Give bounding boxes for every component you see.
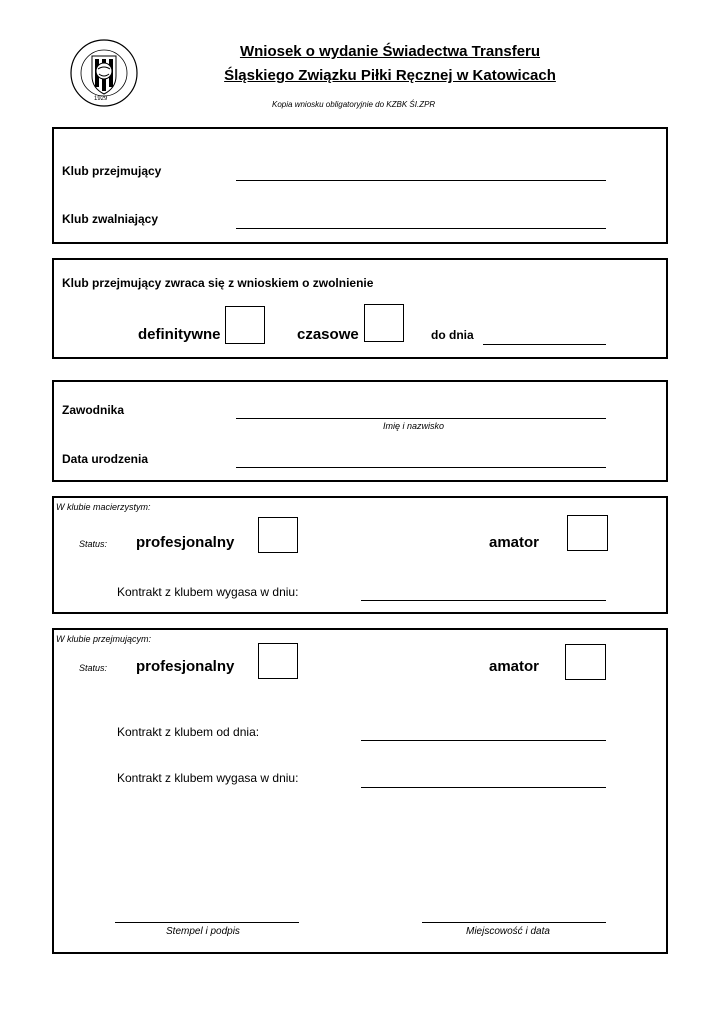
new-professional-label: profesjonalny [136, 658, 235, 675]
releasing-club-label: Klub zwalniający [62, 212, 159, 226]
definitive-checkbox[interactable] [225, 306, 265, 344]
stamp-caption: Stempel i podpis [166, 926, 240, 937]
home-contract-expires-label: Kontrakt z klubem wygasa w dniu: [117, 585, 299, 599]
until-label: do dnia [431, 328, 474, 342]
player-label: Zawodnika [62, 403, 125, 417]
home-club-section [52, 496, 668, 614]
new-amateur-label: amator [489, 658, 540, 675]
until-date-field[interactable] [483, 344, 606, 345]
home-professional-label: profesjonalny [136, 534, 235, 551]
new-contract-from-label: Kontrakt z klubem od dnia: [117, 725, 260, 739]
home-status-label: Status: [79, 539, 108, 549]
birth-date-field[interactable] [236, 467, 606, 468]
temporary-checkbox[interactable] [364, 304, 404, 342]
new-club-section [52, 628, 668, 954]
copy-note: Kopia wniosku obligatoryjnie do KZBK ŚI.ZPR [272, 100, 436, 109]
releasing-club-field[interactable] [236, 228, 606, 229]
form-title-line1: Wniosek o wydanie Świadectwa Transferu [239, 43, 541, 60]
new-club-heading: W klubie przejmującym: [56, 634, 152, 644]
home-professional-checkbox[interactable] [258, 517, 298, 553]
stamp-signature-field[interactable] [115, 922, 299, 923]
home-amateur-checkbox[interactable] [567, 515, 608, 551]
place-date-caption: Miejscowość i data [466, 926, 550, 937]
player-name-field[interactable] [236, 418, 606, 419]
place-date-field[interactable] [422, 922, 606, 923]
new-contract-expires-label: Kontrakt z klubem wygasa w dniu: [117, 771, 299, 785]
new-contract-expires-field[interactable] [361, 787, 606, 788]
federation-logo [62, 38, 146, 108]
temporary-label: czasowe [297, 326, 359, 343]
new-status-label: Status: [79, 663, 108, 673]
name-caption: Imię i nazwisko [383, 421, 445, 431]
player-section [52, 380, 668, 482]
new-amateur-checkbox[interactable] [565, 644, 606, 680]
receiving-club-label: Klub przejmujący [62, 164, 162, 178]
birth-date-label: Data urodzenia [62, 452, 149, 466]
new-contract-from-field[interactable] [361, 740, 606, 741]
release-request-text: Klub przejmujący zwraca się z wnioskiem o zwolnienie [62, 276, 374, 290]
form-title-line2: Śląskiego Związku Piłki Ręcznej w Katowicach [224, 67, 556, 84]
new-professional-checkbox[interactable] [258, 643, 298, 679]
clubs-section [52, 127, 668, 244]
definitive-label: definitywne [138, 326, 221, 343]
receiving-club-field[interactable] [236, 180, 606, 181]
home-contract-expires-field[interactable] [361, 600, 606, 601]
home-club-heading: W klubie macierzystym: [56, 502, 151, 512]
home-amateur-label: amator [489, 534, 540, 551]
release-section [52, 258, 668, 359]
logo-year: 1929 [94, 96, 108, 102]
